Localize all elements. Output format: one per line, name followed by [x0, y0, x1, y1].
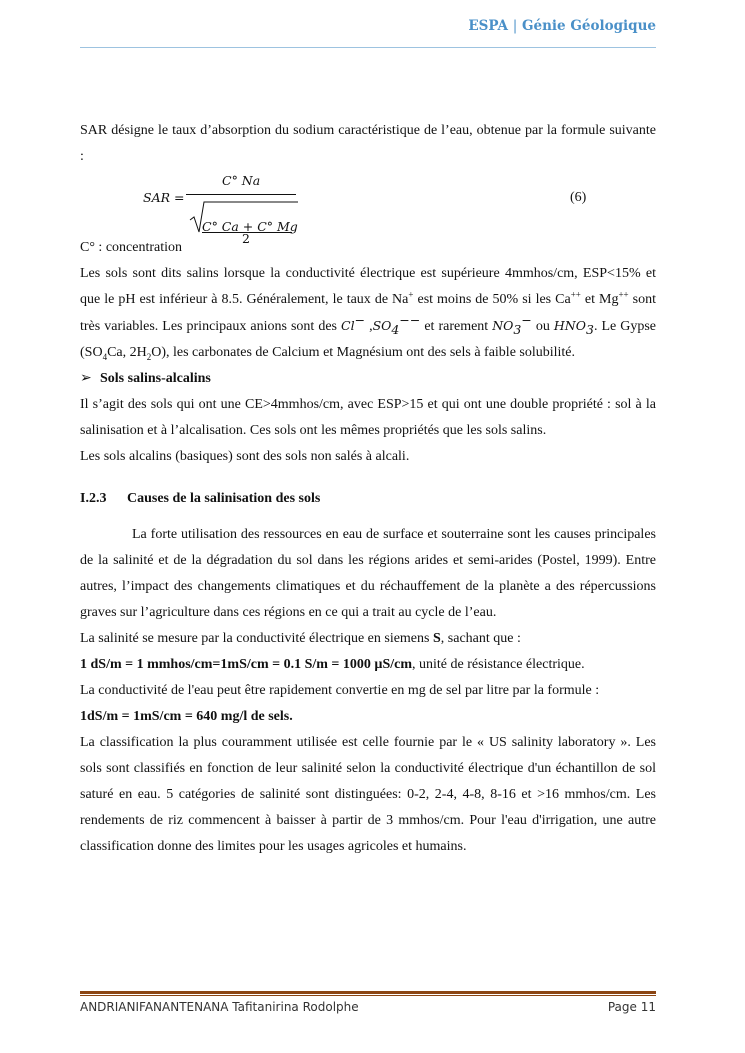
subscript: 3 — [513, 321, 522, 337]
units-paragraph — [80, 652, 656, 678]
bullet-heading — [80, 366, 656, 392]
superscript: −− — [399, 312, 421, 328]
text-run: ou — [531, 319, 554, 334]
math-chloride: Cl — [341, 318, 355, 333]
concentration-note: C° : concentration — [80, 240, 183, 255]
bullet-label: Sols salins-alcalins — [100, 371, 211, 386]
footer-page-number: Page 11 — [607, 1000, 656, 1014]
header-dept: Génie Géologique — [521, 18, 656, 34]
fraction-bar — [186, 194, 296, 195]
footer-rule-thin — [80, 995, 656, 996]
text-run: , unité de résistance électrique. — [412, 657, 585, 672]
footer-author: ANDRIANIFANANTENANA Tafitanirina Rodolphe — [80, 1000, 359, 1014]
conversion-formula: 1dS/m = 1mS/cm = 640 mg/l de sels. — [80, 709, 293, 724]
header-org: ESPA — [468, 18, 508, 34]
superscript: − — [521, 312, 532, 328]
text-run: et Mg — [580, 292, 619, 307]
subscript: 4 — [102, 351, 108, 362]
math-nitrate: NO — [492, 318, 514, 333]
formula-denominator-2: 2 — [242, 231, 250, 246]
causes-paragraph: La forte utilisation des ressources en eau de surface et souterraine sont les causes principales de la salinité et de la dégradation du sol dans les régions arides et semi-arides (Postel, 1999). Entre autres, l’impact des changements climatiques et du réchauffement de la planète a des répercussions graves sur l’agriculture dans ces régions en ce qui a trait au cycle de l’eau. — [80, 527, 656, 620]
running-header — [468, 18, 656, 34]
subscript: 2 — [146, 351, 152, 362]
equation-number: (6) — [570, 190, 587, 205]
text-run: sont très variables. Les principaux anions sont des — [80, 292, 656, 334]
superscript: − — [354, 312, 366, 328]
text-run: O), les carbonates de Calcium et Magnésium ont des sels à faible solubilité. — [151, 345, 576, 360]
formula-lhs: SAR = — [143, 190, 185, 205]
footer-rule-thick — [80, 991, 656, 994]
text-run: et rarement — [420, 319, 493, 334]
section-number: I.2.3 — [80, 491, 107, 506]
sar-intro-paragraph: SAR désigne le taux d’absorption du sodium caractéristique de l’eau, obtenue par la formule suivante : — [80, 123, 656, 164]
sar-formula — [80, 170, 656, 246]
header-separator: | — [512, 18, 518, 34]
section-heading — [80, 486, 656, 512]
superscript: ++ — [618, 289, 629, 300]
subscript: 3 — [585, 321, 594, 337]
salins-alcalins-paragraph: Il s’agit des sols qui ont une CE>4mmhos/cm, avec ESP>15 et qui ont une double propriété : sol à la salinisation et à l’alcalisation. Ces sols ont les mêmes propriétés que les sols salins. — [80, 397, 656, 438]
text-run: Les sols sont dits salins lorsque la conductivité électrique est supérieure 4mmhos/cm, ESP<15% et que le pH est inférieur à 8.5. Généralement, le taux de Na — [80, 266, 656, 307]
text-run: La salinité se mesure par la conductivité électrique en siemens — [80, 631, 433, 646]
text-run: , sachant que : — [440, 631, 521, 646]
classification-paragraph: La classification la plus couramment utilisée est celle fournie par le « US salinity laboratory ». Les sols sont classifiés en fonction de leur salinité selon la conductivité électrique d'un échantillon de sol saturé en eau. 5 catégories de salinité sont distinguées: 0-2, 2-4, 4-8, 8-16 et >16 mmhos/cm. Les rendements de riz commencent à baisser à partir de 3 mmhos/cm. Pour l'eau d'irrigation, une autre classification donne des limites pour les usages agricoles et humains. — [80, 735, 656, 854]
subscript: 4 — [391, 321, 400, 337]
formula-denominator: C° Ca + C° Mg — [202, 219, 298, 234]
superscript: ++ — [570, 289, 581, 300]
text-run: est moins de 50% si les Ca — [413, 292, 571, 307]
bold-run: 1 dS/m = 1 mmhos/cm=1mS/cm = 0.1 S/m = 1000 µS/cm — [80, 657, 413, 672]
text-run: , — [365, 319, 373, 334]
header-rule — [80, 47, 656, 48]
section-title: Causes de la salinisation des sols — [127, 491, 321, 506]
superscript: + — [408, 289, 414, 300]
text-run: . Le Gypse (SO — [80, 319, 657, 360]
conversion-paragraph: La conductivité de l'eau peut être rapidement convertie en mg de sel par litre par la formule : — [80, 683, 600, 698]
saline-soils-paragraph — [80, 261, 656, 366]
math-nitric-acid: HNO — [553, 318, 586, 333]
math-sulfate: SO — [372, 318, 392, 333]
bold-run: S — [432, 631, 441, 646]
formula-numerator: C° Na — [222, 173, 261, 188]
arrow-bullet-icon: ➢ — [80, 371, 92, 386]
alcalins-paragraph: Les sols alcalins (basiques) sont des sols non salés à alcali. — [80, 449, 410, 464]
measure-paragraph — [80, 626, 656, 652]
page-body — [80, 118, 656, 860]
text-run: Ca, 2H — [107, 345, 147, 360]
